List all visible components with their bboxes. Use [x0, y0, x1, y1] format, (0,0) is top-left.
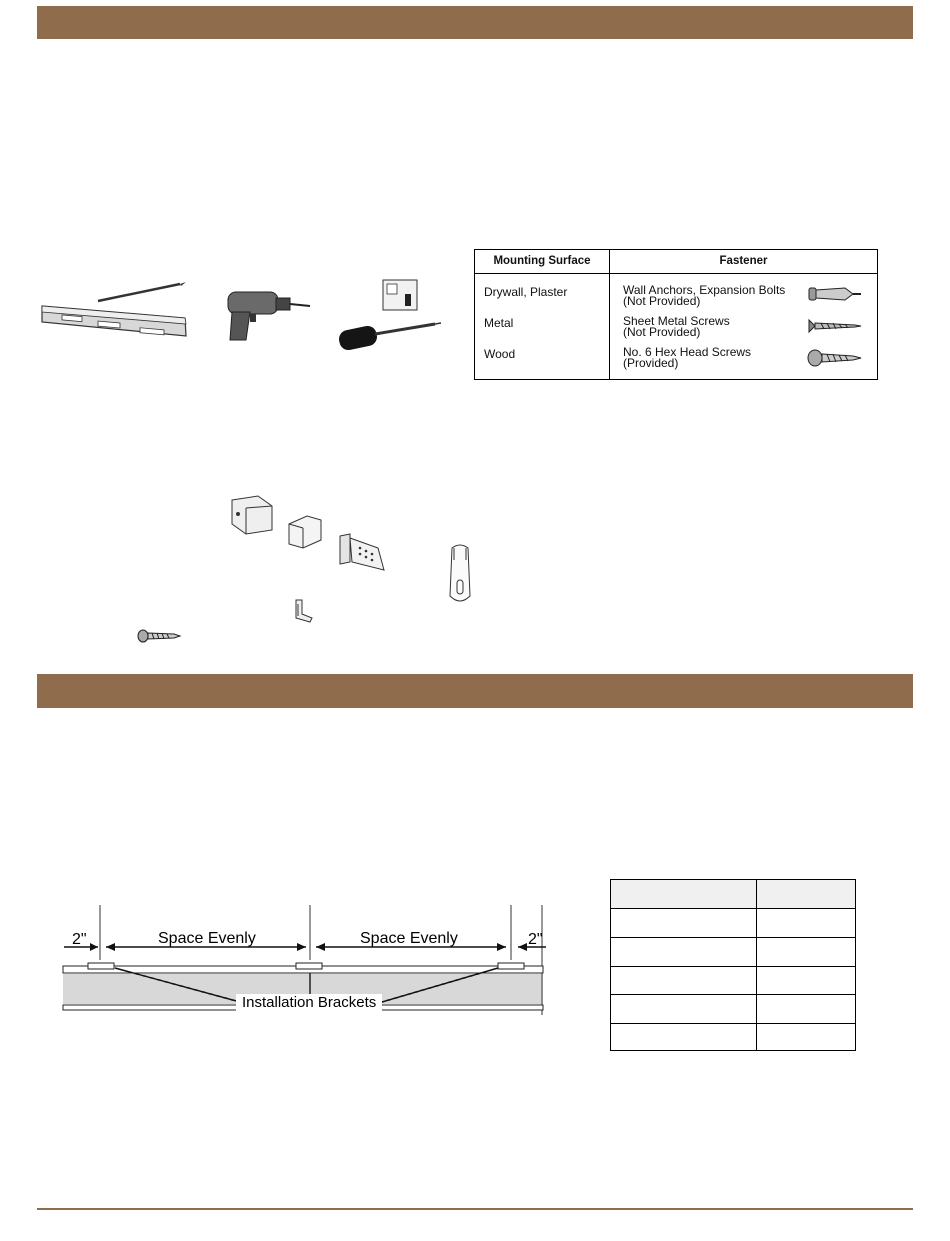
- fastener-line2: (Not Provided): [623, 325, 701, 339]
- hold-down-bracket-icon: [336, 532, 388, 574]
- fastener-cell: [623, 316, 730, 338]
- table-row: [475, 316, 877, 346]
- fastener-line2: (Provided): [623, 356, 679, 370]
- fastener-table: [474, 249, 878, 380]
- power-drill-icon: [220, 286, 315, 344]
- table-row: [475, 347, 877, 377]
- mounting-screw-icon: [136, 628, 184, 644]
- table-row-line: [611, 937, 855, 938]
- bracket-spacing-diagram: [60, 905, 552, 1020]
- tape-measure-and-screwdriver-icon: [335, 278, 445, 353]
- section-header-band-middle: [37, 674, 913, 708]
- fastener-cell: [623, 285, 785, 307]
- bracket-marker-center: [296, 963, 322, 969]
- level-and-pencil-icon: [40, 276, 190, 346]
- spacing-grid-table: [610, 879, 856, 1051]
- hex-head-screw-icon: [805, 347, 865, 367]
- fastener-cell: [623, 347, 751, 369]
- header-fastener: Fastener: [719, 255, 768, 267]
- table-header: [611, 880, 855, 908]
- surface-cell: Metal: [484, 316, 514, 330]
- sheet-metal-screw-icon: [805, 316, 865, 336]
- footer-rule: [37, 1208, 913, 1210]
- fastener-line1: Sheet Metal Screws: [623, 314, 730, 328]
- right-gap-label: 2": [528, 931, 543, 948]
- cord-tassel-icon: [442, 542, 478, 606]
- table-header: [475, 250, 877, 274]
- installation-brackets-label: Installation Brackets: [242, 994, 377, 1011]
- left-gap-label: 2": [72, 931, 87, 948]
- end-cap-icon: [285, 512, 325, 550]
- surface-cell: Wood: [484, 347, 516, 361]
- space-evenly-label-left: Space Evenly: [158, 930, 256, 947]
- section-header-band-top: [37, 6, 913, 39]
- table-row-line: [611, 1023, 855, 1024]
- surface-cell: Drywall, Plaster: [484, 285, 568, 299]
- table-row-line: [611, 966, 855, 967]
- table-row-line: [611, 994, 855, 995]
- bracket-marker-right: [498, 963, 524, 969]
- fastener-line1: Wall Anchors, Expansion Bolts: [623, 283, 786, 297]
- bracket-marker-left: [88, 963, 114, 969]
- table-row: [475, 285, 877, 315]
- table-row-line: [611, 908, 855, 909]
- installation-bracket-icon: [228, 494, 276, 536]
- anchor-bolt-icon: [805, 284, 865, 304]
- header-mounting-surface: Mounting Surface: [493, 255, 591, 267]
- fastener-line2: (Not Provided): [623, 294, 701, 308]
- space-evenly-label-right: Space Evenly: [360, 930, 458, 947]
- fastener-line1: No. 6 Hex Head Screws: [623, 345, 752, 359]
- valance-clip-icon: [288, 596, 318, 626]
- table-column-divider: [756, 880, 757, 1050]
